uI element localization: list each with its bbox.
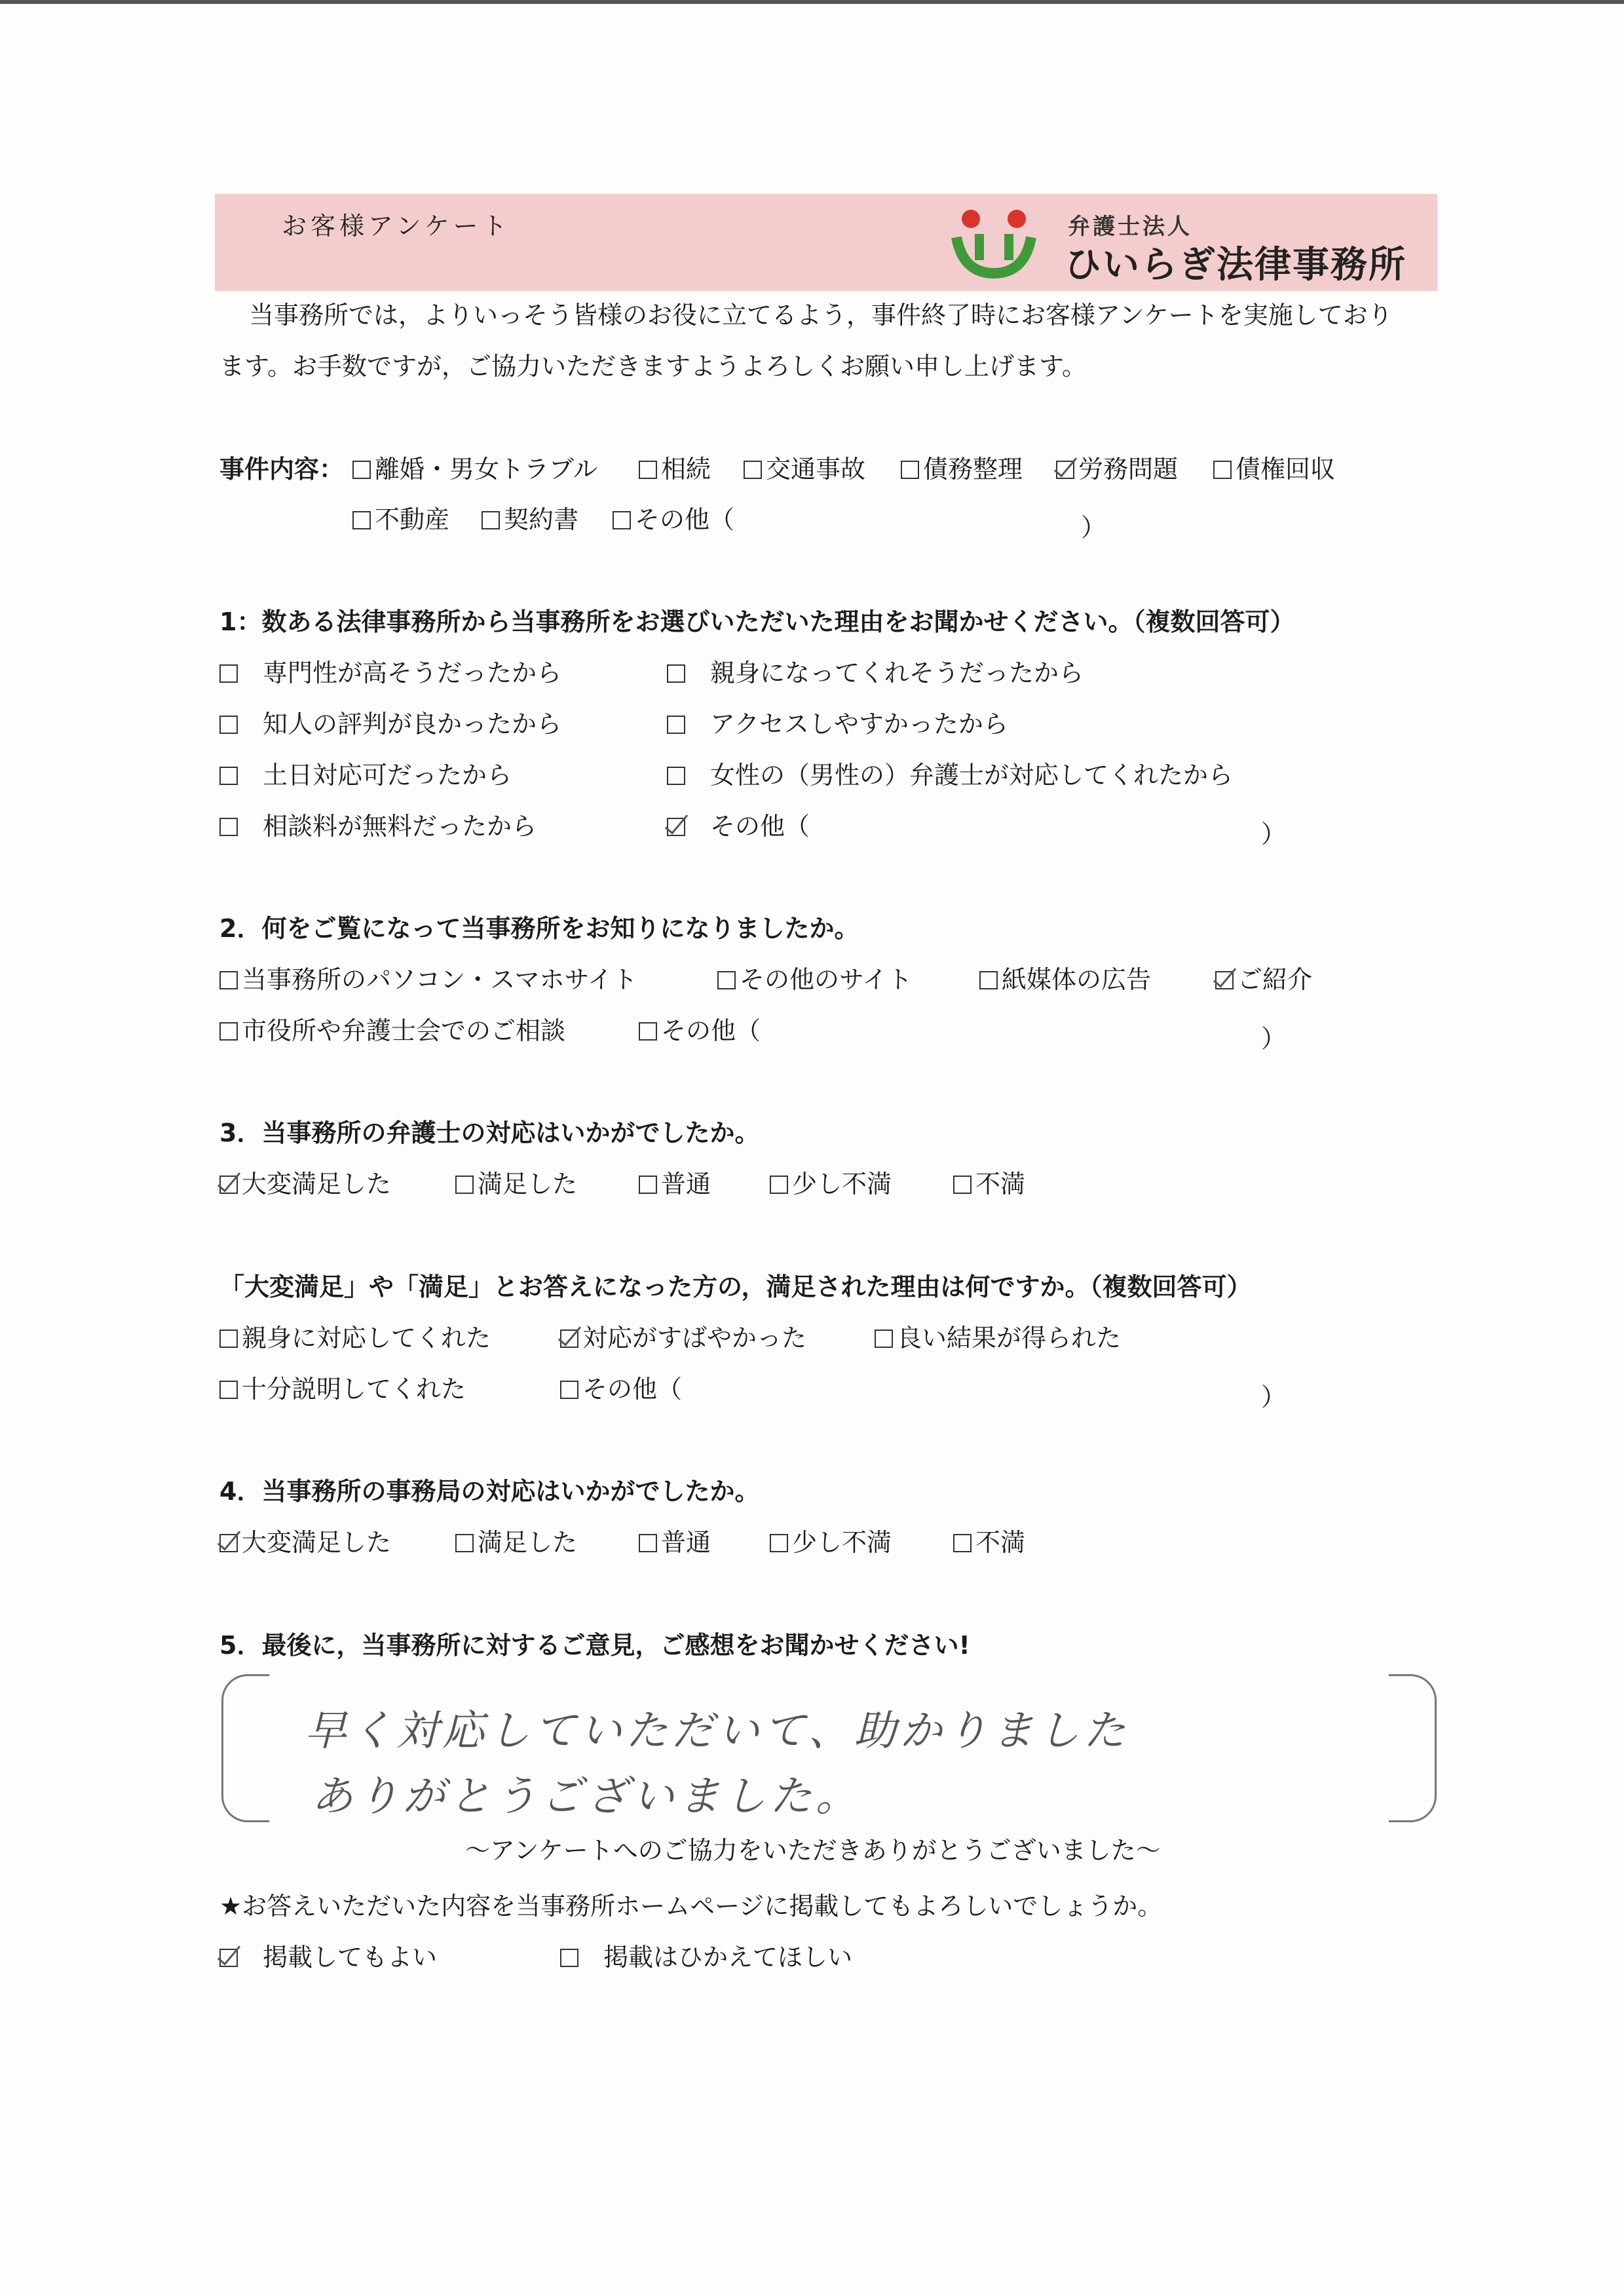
q4-question: 4．当事務所の事務局の対応はいかがでしたか。	[219, 1477, 760, 1506]
q3b-question: 「大変満足」や「満足」とお答えになった方の，満足された理由は何ですか。（複数回答可）	[219, 1272, 1252, 1301]
q4-option-neutral[interactable]: 普通	[639, 1530, 711, 1555]
q3-option-very-satisfied[interactable]: 大変満足した	[219, 1172, 391, 1196]
case-type-label: 事件内容：	[219, 455, 345, 484]
case-option-divorce[interactable]: 離婚・男女トラブル	[352, 457, 597, 482]
intro-line-1: 当事務所では，よりいっそう皆様のお役に立てるよう，事件終了時にお客様アンケートを実施しており	[249, 301, 1393, 330]
q1-other-close-paren: ）	[1261, 820, 1287, 849]
checkbox-icon[interactable]	[667, 664, 685, 683]
case-option-realestate[interactable]: 不動産	[352, 507, 449, 532]
firm-logo-icon	[943, 204, 1055, 283]
q3-question: 3．当事務所の弁護士の対応はいかがでしたか。	[219, 1119, 760, 1147]
checkbox-checked-icon[interactable]	[219, 1949, 238, 1967]
checkbox-icon[interactable]	[770, 1176, 788, 1194]
q1-option-other[interactable]: その他（	[667, 814, 810, 839]
checkbox-icon[interactable]	[455, 1534, 474, 1552]
checkbox-icon[interactable]	[219, 664, 238, 683]
q2-option-print-ad[interactable]: 紙媒体の広告	[979, 967, 1151, 992]
checkbox-icon[interactable]	[667, 716, 685, 734]
checkbox-icon[interactable]	[560, 1381, 578, 1399]
checkbox-icon[interactable]	[482, 511, 500, 529]
checkbox-icon[interactable]	[953, 1534, 972, 1552]
intro-line-2: ます。お手数ですが，ご協力いただきますようよろしくお願い申し上げます。	[219, 352, 1087, 381]
checkbox-icon[interactable]	[979, 971, 998, 989]
handwritten-answer-line-1[interactable]: 早く対応していただいて、助かりました	[305, 1707, 1129, 1755]
publish-option-yes[interactable]: 掲載してもよい	[219, 1945, 437, 1970]
q1-option-weekend[interactable]: 土日対応可だったから	[219, 763, 512, 788]
q5-question: 5．最後に，当事務所に対するご意見，ご感想をお聞かせください!	[219, 1631, 970, 1660]
q4-option-dissatisfied[interactable]: 不満	[953, 1530, 1025, 1555]
checkbox-icon[interactable]	[639, 1534, 657, 1552]
case-option-other[interactable]: その他（	[613, 507, 734, 532]
checkbox-checked-icon[interactable]	[560, 1330, 578, 1348]
q1-option-reputation[interactable]: 知人の評判が良かったから	[219, 712, 561, 737]
q1-question: 1：数ある法律事務所から当事務所をお選びいただいた理由をお聞かせください。（複数回答可）	[219, 607, 1295, 636]
q4-option-very-satisfied[interactable]: 大変満足した	[219, 1530, 391, 1555]
checkbox-icon[interactable]	[744, 461, 762, 479]
q4-option-satisfied[interactable]: 満足した	[455, 1530, 577, 1555]
handwritten-answer-line-2[interactable]: ありがとうございました。	[311, 1772, 861, 1821]
checkbox-icon[interactable]	[560, 1949, 578, 1967]
checkbox-icon[interactable]	[219, 767, 238, 785]
checkbox-icon[interactable]	[219, 1381, 238, 1399]
answer-bracket-right	[1389, 1674, 1437, 1822]
q1-option-access[interactable]: アクセスしやすかったから	[667, 712, 1008, 737]
checkbox-checked-icon[interactable]	[219, 1534, 238, 1552]
case-other-close-paren: ）	[1081, 513, 1106, 542]
case-option-traffic[interactable]: 交通事故	[744, 457, 865, 482]
checkbox-icon[interactable]	[875, 1330, 893, 1348]
checkbox-icon[interactable]	[352, 461, 371, 479]
checkbox-icon[interactable]	[639, 1022, 657, 1041]
q3-option-neutral[interactable]: 普通	[639, 1172, 711, 1196]
checkbox-checked-icon[interactable]	[1056, 461, 1074, 479]
checkbox-icon[interactable]	[613, 511, 631, 529]
q2-option-website[interactable]: 当事務所のパソコン・スマホサイト	[219, 967, 637, 992]
checkbox-checked-icon[interactable]	[1215, 971, 1234, 989]
checkbox-icon[interactable]	[639, 1176, 657, 1194]
checkbox-icon[interactable]	[901, 461, 919, 479]
checkbox-icon[interactable]	[667, 767, 685, 785]
checkbox-icon[interactable]	[352, 511, 371, 529]
checkbox-icon[interactable]	[953, 1176, 972, 1194]
answer-bracket-left	[221, 1674, 269, 1822]
q1-option-free[interactable]: 相談料が無料だったから	[219, 814, 537, 839]
q1-option-expertise[interactable]: 専門性が高そうだったから	[219, 660, 561, 685]
checkbox-icon[interactable]	[219, 716, 238, 734]
checkbox-icon[interactable]	[219, 971, 238, 989]
q2-question: 2．何をご覧になって当事務所をお知りになりましたか。	[219, 914, 859, 943]
q1-option-caring[interactable]: 親身になってくれそうだったから	[667, 660, 1084, 685]
checkbox-icon[interactable]	[1213, 461, 1232, 479]
q3b-other-close-paren: ）	[1261, 1383, 1287, 1411]
q3-option-slightly-dissatisfied[interactable]: 少し不満	[770, 1172, 892, 1196]
checkbox-checked-icon[interactable]	[219, 1176, 238, 1194]
case-option-collection[interactable]: 債権回収	[1213, 457, 1335, 482]
q2-option-referral[interactable]: ご紹介	[1215, 967, 1312, 992]
q3-option-dissatisfied[interactable]: 不満	[953, 1172, 1025, 1196]
checkbox-icon[interactable]	[219, 1330, 238, 1348]
scan-top-edge	[0, 0, 1624, 4]
checkbox-icon[interactable]	[770, 1534, 788, 1552]
q3b-option-quick[interactable]: 対応がすばやかった	[560, 1326, 806, 1350]
q1-option-gender[interactable]: 女性の（男性の）弁護士が対応してくれたから	[667, 763, 1233, 788]
q2-other-close-paren: ）	[1261, 1024, 1287, 1053]
case-option-labor[interactable]: 労務問題	[1056, 457, 1178, 482]
q2-option-cityhall[interactable]: 市役所や弁護士会でのご相談	[219, 1018, 565, 1043]
checkbox-icon[interactable]	[717, 971, 736, 989]
case-option-contract[interactable]: 契約書	[482, 507, 578, 532]
q3b-option-other[interactable]: その他（	[560, 1377, 682, 1402]
thanks-message: ～アンケートへのご協力をいただきありがとうございました～	[465, 1836, 1161, 1865]
firm-subtitle: 弁護士法人	[1068, 214, 1192, 240]
checkbox-icon[interactable]	[455, 1176, 474, 1194]
q2-option-other-site[interactable]: その他のサイト	[717, 967, 912, 992]
q3b-option-good-result[interactable]: 良い結果が得られた	[875, 1326, 1121, 1350]
checkbox-icon[interactable]	[639, 461, 657, 479]
q3b-option-explained[interactable]: 十分説明してくれた	[219, 1377, 466, 1402]
checkbox-checked-icon[interactable]	[667, 818, 685, 836]
q2-option-other[interactable]: その他（	[639, 1018, 761, 1043]
case-option-debt[interactable]: 債務整理	[901, 457, 1023, 482]
checkbox-icon[interactable]	[219, 1022, 238, 1041]
q3-option-satisfied[interactable]: 満足した	[455, 1172, 577, 1196]
publish-question: ★お答えいただいた内容を当事務所ホームページに掲載してもよろしいでしょうか。	[219, 1892, 1163, 1921]
q4-option-slightly-dissatisfied[interactable]: 少し不満	[770, 1530, 892, 1555]
publish-option-no[interactable]: 掲載はひかえてほしい	[560, 1945, 852, 1970]
page-title: お客様アンケート	[282, 212, 511, 240]
q3b-option-caring[interactable]: 親身に対応してくれた	[219, 1326, 491, 1350]
case-option-inheritance[interactable]: 相続	[639, 457, 711, 482]
firm-name: ひいらぎ法律事務所	[1065, 244, 1407, 286]
checkbox-icon[interactable]	[219, 818, 238, 836]
